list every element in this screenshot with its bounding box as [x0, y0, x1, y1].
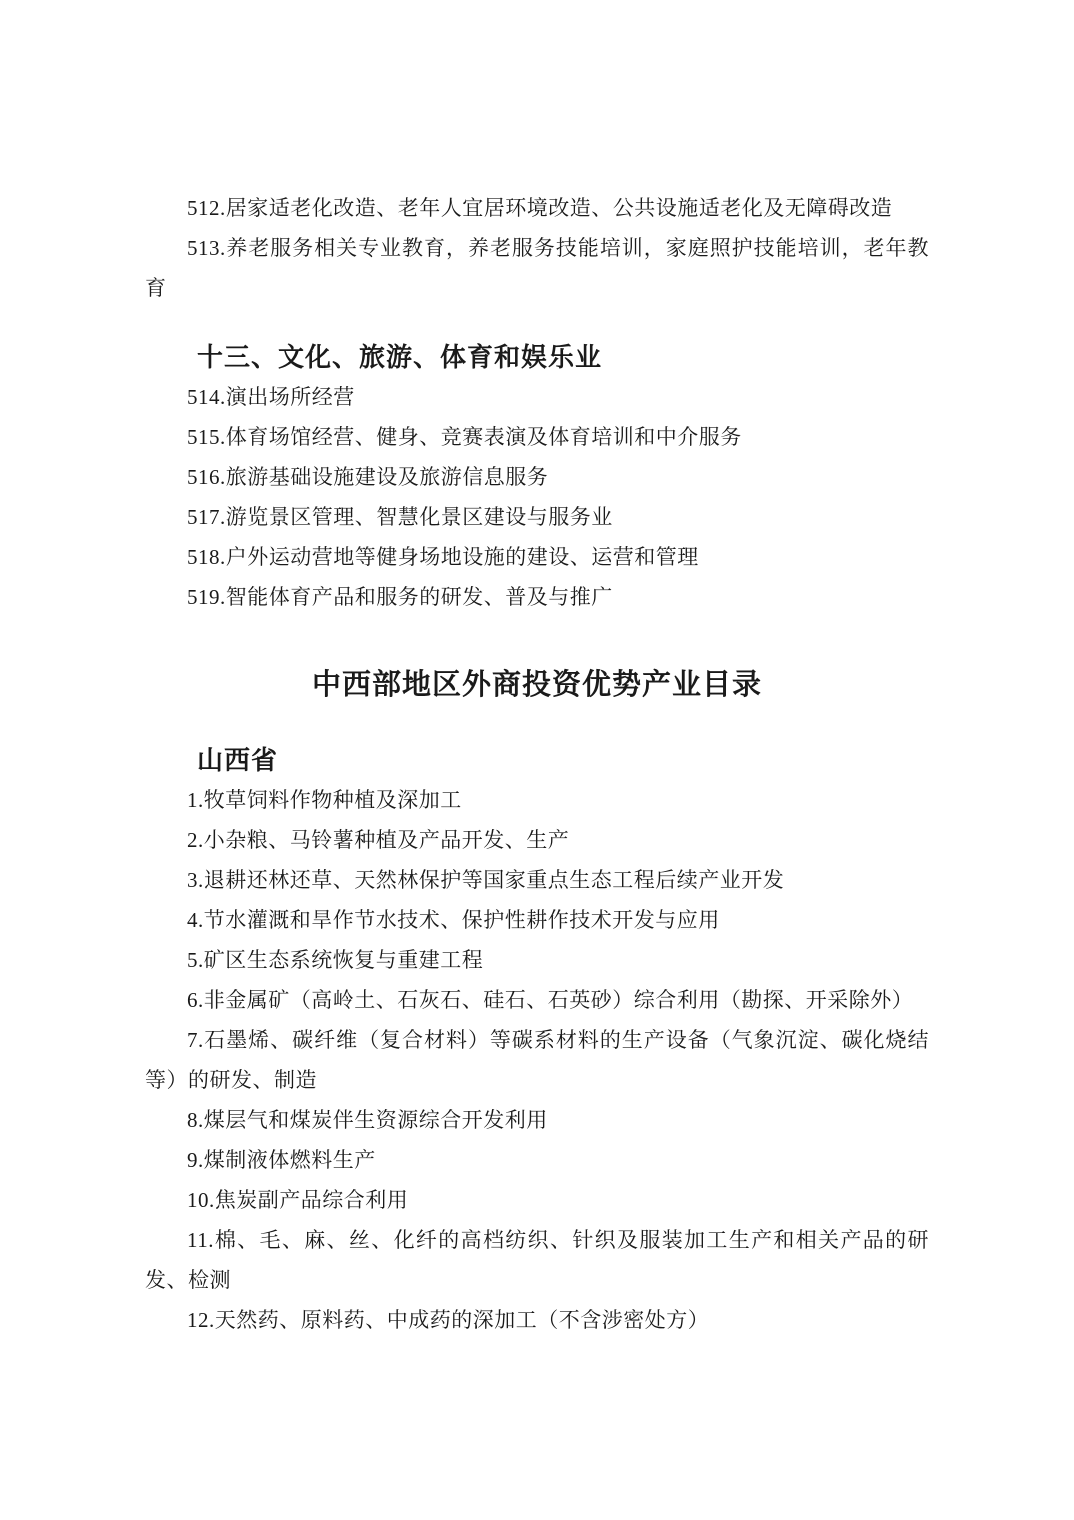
list-item-515: 515.体育场馆经营、健身、竞赛表演及体育培训和中介服务 [187, 425, 742, 449]
province-item-10: 10.焦炭副产品综合利用 [187, 1188, 409, 1212]
province-item-3: 3.退耕还林还草、天然林保护等国家重点生态工程后续产业开发 [187, 868, 785, 892]
list-item-517: 517.游览景区管理、智慧化景区建设与服务业 [187, 505, 613, 529]
list-item-513: 513.养老服务相关专业教育，养老服务技能培训，家庭照护技能培训，老年教育 [145, 236, 929, 300]
province-item-7: 7.石墨烯、碳纤维（复合材料）等碳系材料的生产设备（气象沉淀、碳化烧结等）的研发、制造 [145, 1028, 929, 1092]
province-item-1: 1.牧草饲料作物种植及深加工 [187, 788, 462, 812]
province-item-5: 5.矿区生态系统恢复与重建工程 [187, 948, 484, 972]
list-item-518: 518.户外运动营地等健身场地设施的建设、运营和管理 [187, 545, 699, 569]
province-item-12: 12.天然药、原料药、中成药的深加工（不含涉密处方） [187, 1308, 710, 1332]
section-heading-13: 十三、文化、旅游、体育和娱乐业 [197, 342, 603, 372]
province-heading-shanxi: 山西省 [197, 745, 279, 775]
province-item-6: 6.非金属矿（高岭土、石灰石、硅石、石英砂）综合利用（勘探、开采除外） [187, 988, 914, 1012]
catalog-title: 中西部地区外商投资优势产业目录 [311, 669, 762, 701]
province-item-11: 11.棉、毛、麻、丝、化纤的高档纺织、针织及服装加工生产和相关产品的研发、检测 [145, 1228, 929, 1292]
list-item-514: 514.演出场所经营 [187, 385, 355, 409]
province-item-2: 2.小杂粮、马铃薯种植及产品开发、生产 [187, 828, 570, 852]
list-item-516: 516.旅游基础设施建设及旅游信息服务 [187, 465, 549, 489]
province-item-8: 8.煤层气和煤炭伴生资源综合开发利用 [187, 1108, 548, 1132]
province-item-4: 4.节水灌溉和旱作节水技术、保护性耕作技术开发与应用 [187, 908, 720, 932]
list-item-512: 512.居家适老化改造、老年人宜居环境改造、公共设施适老化及无障碍改造 [187, 196, 893, 220]
list-item-519: 519.智能体育产品和服务的研发、普及与推广 [187, 585, 613, 609]
province-item-9: 9.煤制液体燃料生产 [187, 1148, 376, 1172]
